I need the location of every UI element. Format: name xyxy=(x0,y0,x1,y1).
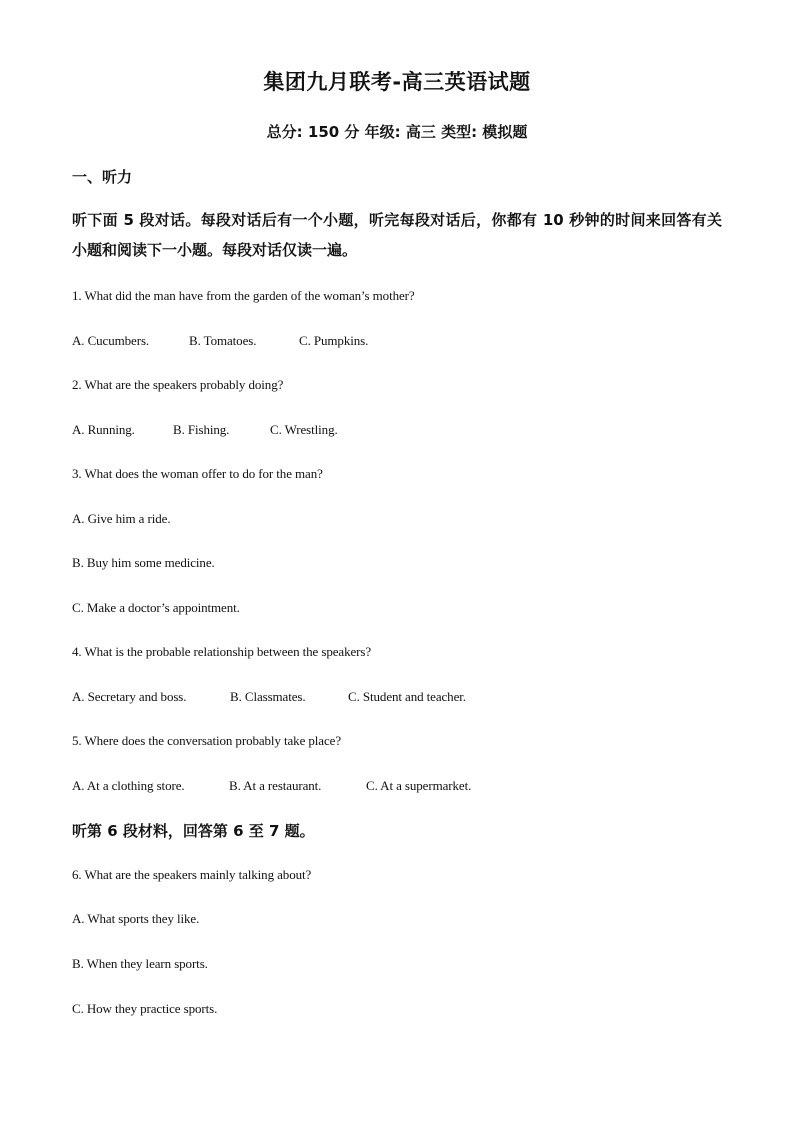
option-b: B. Tomatoes. xyxy=(189,333,257,348)
exam-meta: 总分: 150 分 年级: 高三 类型: 模拟题 xyxy=(266,123,528,141)
question-5: 5. Where does the conversation probably take place? xyxy=(72,733,341,748)
question-6-option-c: C. How they practice sports. xyxy=(72,1001,218,1016)
option-a: A. Secretary and boss. xyxy=(72,689,187,704)
question-2: 2. What are the speakers probably doing? xyxy=(72,377,284,392)
option-a: A. Cucumbers. xyxy=(72,333,150,348)
question-2-options xyxy=(72,422,338,438)
option-b: B. Classmates. xyxy=(230,689,306,704)
listening-instructions-part-6: 听第 6 段材料，回答第 6 至 7 题。 xyxy=(72,822,315,840)
option-b: B. Fishing. xyxy=(173,422,230,437)
question-1-options xyxy=(72,333,368,349)
question-6-option-b: B. When they learn sports. xyxy=(72,956,208,971)
option-a: A. At a clothing store. xyxy=(72,778,185,793)
question-4: 4. What is the probable relationship between the speakers? xyxy=(72,644,371,659)
question-1: 1. What did the man have from the garden of the woman’s mother? xyxy=(72,288,415,303)
option-c: C. Pumpkins. xyxy=(299,333,369,348)
option-a: A. Running. xyxy=(72,422,135,437)
question-6: 6. What are the speakers mainly talking about? xyxy=(72,867,312,882)
question-3: 3. What does the woman offer to do for the man? xyxy=(72,466,323,481)
option-c: C. Student and teacher. xyxy=(348,689,466,704)
question-3-option-c: C. Make a doctor’s appointment. xyxy=(72,600,240,615)
listening-instructions: 听下面 5 段对话。每段对话后有一个小题，听完每段对话后，你都有 10 秒钟的时间来回答有关小题和阅读下一小题。每段对话仅读一遍。 xyxy=(72,211,722,259)
section-heading-listening: 一、听力 xyxy=(72,168,133,186)
option-b: B. At a restaurant. xyxy=(229,778,322,793)
question-3-option-a: A. Give him a ride. xyxy=(72,511,171,526)
question-4-options xyxy=(72,689,466,705)
question-3-option-b: B. Buy him some medicine. xyxy=(72,555,215,570)
option-c: C. Wrestling. xyxy=(270,422,338,437)
exam-title: 集团九月联考-高三英语试题 xyxy=(263,70,531,94)
option-c: C. At a supermarket. xyxy=(366,778,472,793)
question-5-options xyxy=(72,778,471,794)
question-6-option-a: A. What sports they like. xyxy=(72,911,200,926)
